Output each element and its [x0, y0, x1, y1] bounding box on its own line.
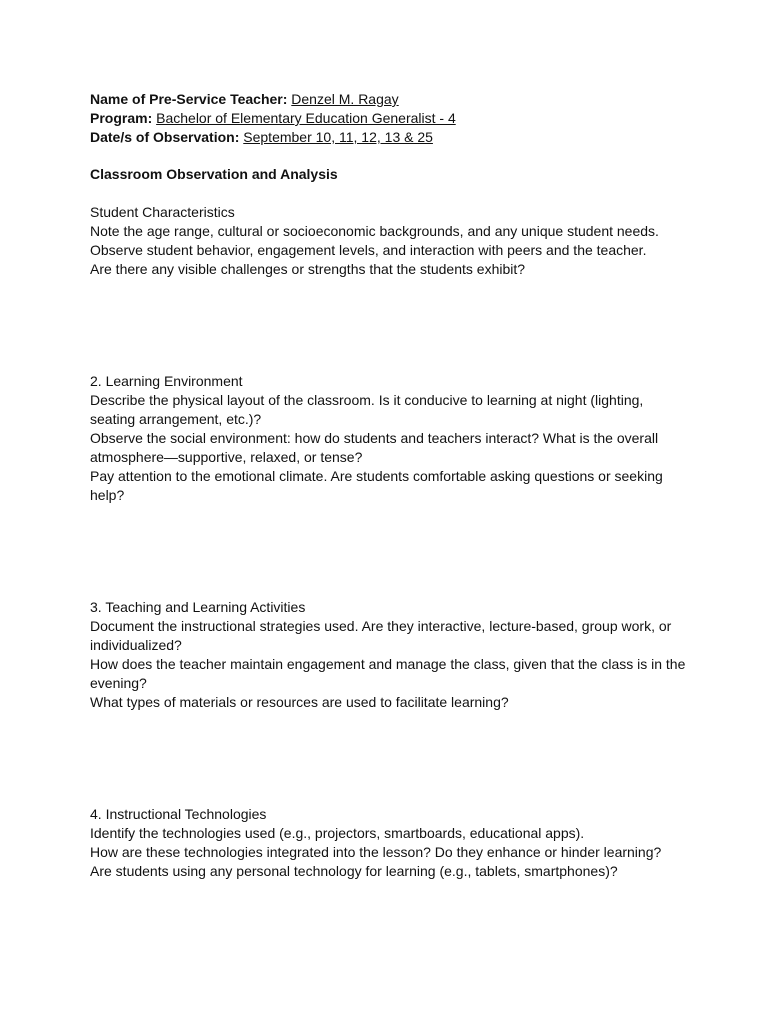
- teacher-name-line: [90, 90, 690, 109]
- section-prompt: Observe student behavior, engagement levels, and interaction with peers and the teacher.: [90, 242, 647, 258]
- section-prompt: Describe the physical layout of the classroom. Is it conducive to learning at night (lighting, seating arrangement, etc.)?: [90, 392, 644, 427]
- section-learning-environment: [90, 372, 690, 505]
- section-heading: 2. Learning Environment: [90, 373, 243, 389]
- section-prompt: Document the instructional strategies used. Are they interactive, lecture-based, group work, or individualized?: [90, 618, 672, 653]
- section-teaching-activities: [90, 598, 690, 712]
- section-prompt: Are students using any personal technology for learning (e.g., tablets, smartphones)?: [90, 863, 618, 879]
- section-instructional-technologies: [90, 805, 690, 881]
- section-prompt: What types of materials or resources are used to facilitate learning?: [90, 694, 509, 710]
- section-prompt: Are there any visible challenges or strengths that the students exhibit?: [90, 261, 526, 277]
- observation-date-line: [90, 128, 690, 147]
- observation-date-label: Date/s of Observation:: [90, 129, 240, 145]
- section-heading: 4. Instructional Technologies: [90, 806, 267, 822]
- teacher-name-label: Name of Pre-Service Teacher:: [90, 91, 288, 107]
- document-content: [90, 90, 690, 881]
- section-prompt: Pay attention to the emotional climate. Are students comfortable asking questions or seeking help?: [90, 468, 663, 503]
- section-prompt: Observe the social environment: how do students and teachers interact? What is the overall atmosphere—supportive, relaxed, or tense?: [90, 430, 659, 465]
- observation-date-value: September 10, 11, 12, 13 & 25: [243, 129, 433, 145]
- program-line: [90, 109, 690, 128]
- section-heading: 3. Teaching and Learning Activities: [90, 599, 306, 615]
- section-student-characteristics: [90, 203, 690, 279]
- section-prompt: How does the teacher maintain engagement and manage the class, given that the class is in the evening?: [90, 656, 686, 691]
- document-title: Classroom Observation and Analysis: [90, 166, 338, 182]
- program-label: Program:: [90, 110, 153, 126]
- section-prompt: Identify the technologies used (e.g., projectors, smartboards, educational apps).: [90, 825, 585, 841]
- teacher-name-value: Denzel M. Ragay: [291, 91, 399, 107]
- program-value: Bachelor of Elementary Education Generalist - 4: [156, 110, 456, 126]
- section-prompt: Note the age range, cultural or socioeconomic backgrounds, and any unique student needs.: [90, 223, 659, 239]
- section-heading: Student Characteristics: [90, 204, 235, 220]
- section-prompt: How are these technologies integrated into the lesson? Do they enhance or hinder learning?: [90, 844, 662, 860]
